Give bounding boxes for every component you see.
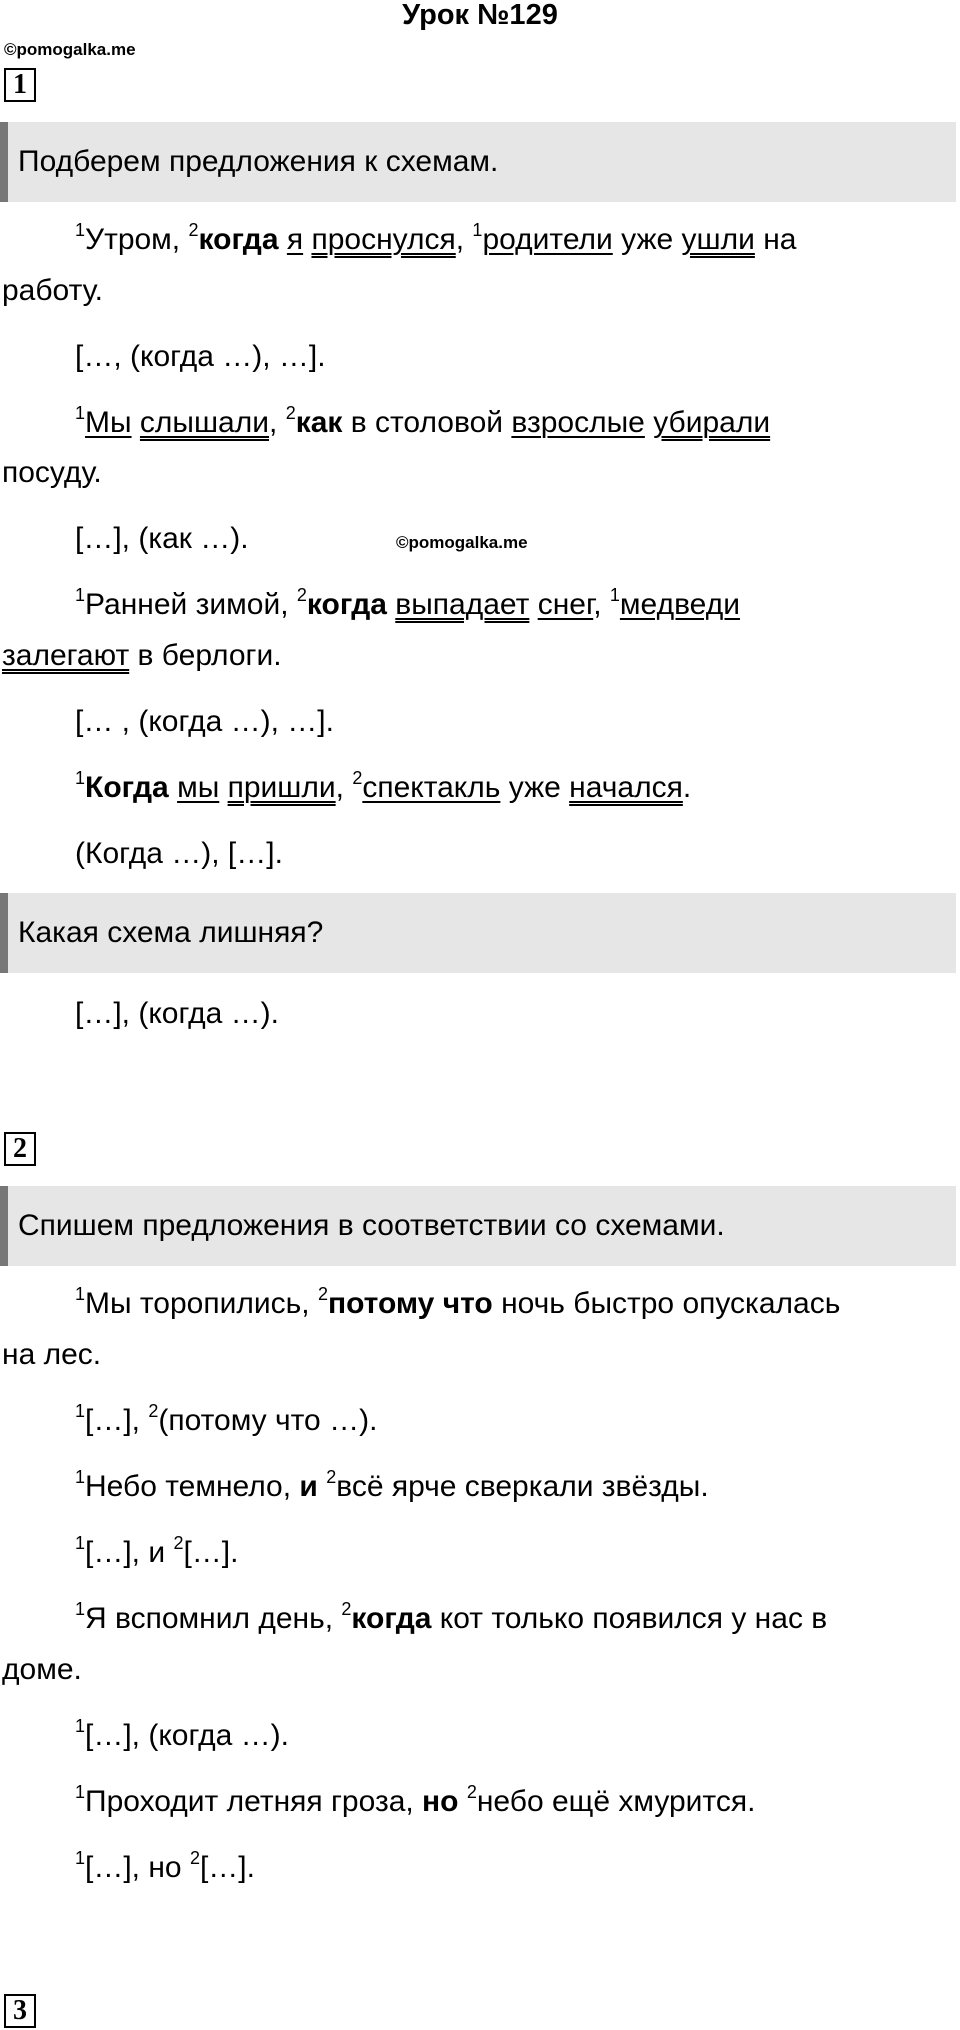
sentence-7-cont: доме.: [2, 1653, 82, 1686]
sentence-8: $^1$Проходит летняя гроза, но $^2$небо ещё хмурится.: [75, 1782, 756, 1818]
sentence-4: $^1$Когда мы пришли, $^2$спектакль уже начался.: [75, 768, 692, 804]
scheme-4: (Когда …), […].: [75, 837, 283, 870]
watermark: ©pomogalka.me: [4, 40, 136, 59]
scheme-3: [… , (когда …), …].: [75, 705, 334, 738]
instruction-text: Спишем предложения в соответствии со схемами.: [18, 1209, 725, 1242]
sentence-6: $^1$Небо темнело, и $^2$всё ярче сверкали звёзды.: [75, 1467, 709, 1503]
answer-scheme: […], (когда …).: [75, 997, 279, 1030]
sentence-5: $^1$Мы торопились, $^2$потому что ночь быстро опускалась: [75, 1284, 841, 1320]
sentence-3-cont: залегают в берлоги.: [2, 639, 282, 672]
sentence-2: $^1$Мы слышали, $^2$как в столовой взрослые убирали: [75, 403, 771, 439]
instruction-banner-2: [0, 1186, 956, 1266]
instruction-banner-1: [0, 122, 956, 202]
task-number-2: 2: [4, 1132, 36, 1166]
question-text: Какая схема лишняя?: [18, 916, 324, 949]
scheme-2: […], (как …).: [75, 522, 249, 555]
sentence-2-cont: посуду.: [2, 456, 102, 489]
page-title: Урок №129: [402, 0, 558, 31]
scheme-7: $^1$[…], (когда …).: [75, 1716, 289, 1752]
sentence-7: $^1$Я вспомнил день, $^2$когда кот только появился у нас в: [75, 1599, 828, 1635]
scheme-8: $^1$[…], но $^2$[…].: [75, 1848, 255, 1884]
scheme-1: […, (когда …), …].: [75, 340, 326, 373]
sentence-3: $^1$Ранней зимой, $^2$когда выпадает снег, $^1$медведи: [75, 585, 740, 621]
scheme-5: $^1$[…], $^2$(потому что …).: [75, 1401, 378, 1437]
task-number-3: 3: [4, 1994, 36, 2028]
question-banner: [0, 893, 956, 973]
task-number-1: 1: [4, 68, 36, 102]
sentence-1: $^1$Утром, $^2$когда я проснулся, $^1$родители уже ушли на: [75, 220, 797, 256]
sentence-5-cont: на лес.: [2, 1338, 102, 1371]
watermark-mid: ©pomogalka.me: [396, 533, 528, 552]
instruction-text: Подберем предложения к схемам.: [18, 145, 499, 178]
scheme-6: $^1$[…], и $^2$[…].: [75, 1533, 239, 1569]
sentence-1-cont: работу.: [2, 274, 103, 307]
